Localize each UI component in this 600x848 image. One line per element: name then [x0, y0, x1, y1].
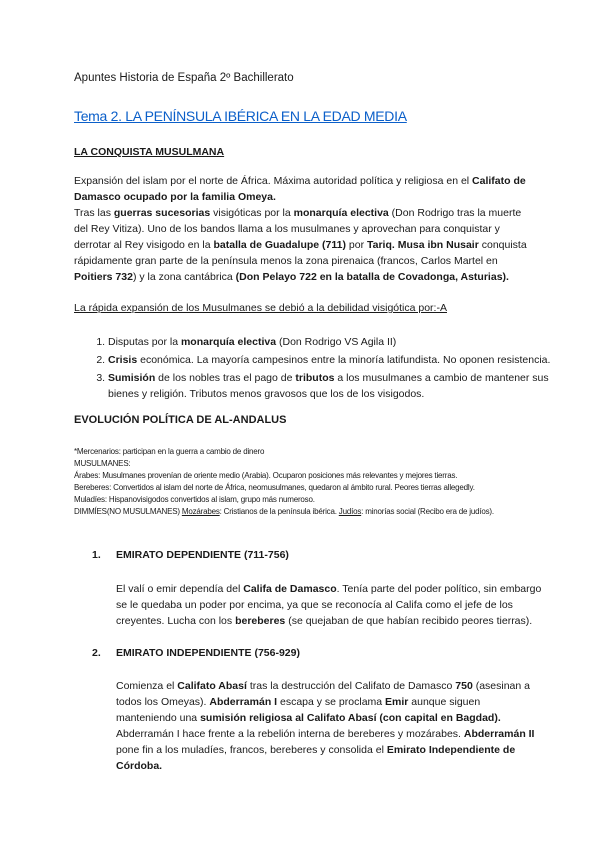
note-dimmies	[74, 506, 534, 518]
underlined-run: Judíos	[338, 507, 362, 516]
text-run: : minorías social (Recibo era de judíos).	[361, 507, 494, 516]
subheading-text: EMIRATO INDEPENDIENTE (756-929)	[116, 647, 300, 659]
bold-run: Abderramán I	[209, 696, 278, 708]
bold-run: tributos	[295, 372, 335, 384]
emirato-independiente-paragraph	[116, 678, 542, 774]
bold-run: guerras sucesorias	[113, 207, 211, 219]
subheading-emirato-independiente	[92, 647, 300, 659]
bold-run: Emirato Independiente de Córdoba.	[116, 744, 516, 772]
bold-run: Poitiers 732	[74, 271, 133, 283]
bold-run: batalla de Guadalupe (711)	[213, 239, 346, 251]
text-run: a los musulmanes a cambio de mantener sus bienes y religión. Tributos menos gravosos que los de los visigodos.	[108, 372, 549, 400]
text-run: DIMMÍES(NO MUSULMANES)	[74, 507, 180, 516]
note-mercenarios: *Mercenarios: participan en la guerra a cambio de dinero	[74, 447, 265, 456]
page-title: Tema 2. LA PENÍNSULA IBÉRICA EN LA EDAD MEDIA	[74, 108, 407, 124]
list-item	[108, 370, 578, 402]
text-run: Disputas por la	[108, 336, 181, 348]
notes-block	[74, 446, 534, 518]
bold-run: Sumisión	[108, 372, 156, 384]
text-run: por	[345, 239, 367, 251]
text-run: ) y la zona cantábrica	[132, 271, 236, 283]
text-run: tras la destrucción del Califato de Damasco	[246, 680, 456, 692]
text-run: Expansión del islam por el norte de África. Máxima autoridad política y religiosa en el	[74, 175, 473, 187]
causes-list	[74, 334, 578, 404]
causes-lead: La rápida expansión de los Musulmanes se debió a la debilidad visigótica por:-A	[74, 302, 447, 314]
text-run: Tras las	[74, 207, 114, 219]
bold-run: monarquía electiva	[293, 207, 389, 219]
list-item	[108, 334, 578, 350]
bold-run: Califato Abasí	[177, 680, 247, 692]
bold-run: 750	[455, 680, 473, 692]
bold-run: Crisis	[108, 354, 138, 366]
text-run: económica. La mayoría campesinos entre la minoría latifundista. No oponen resistencia.	[137, 354, 551, 366]
conquista-paragraph	[74, 173, 534, 285]
bold-run: Tariq. Musa ibn Nusair	[366, 239, 479, 251]
subheading-emirato-dependiente	[92, 549, 289, 561]
text-run: El valí o emir dependía del	[116, 583, 244, 595]
text-run: Comienza el	[116, 680, 178, 692]
bold-run: monarquía electiva	[180, 336, 277, 348]
bold-run: Emir	[385, 696, 409, 708]
section-heading-evolucion: EVOLUCIÓN POLÍTICA DE AL-ANDALUS	[74, 414, 287, 426]
text-run: (Don Rodrigo tras la muerte del Rey Vitiza). Uno de los bandos llama a los musulmanes y aprovechan para conquistar y derrotar al Rey visigodo en la	[74, 207, 522, 251]
bold-run: (Don Pelayo 722 en la batalla de Covadonga, Asturias).	[235, 271, 509, 283]
subheading-text: EMIRATO DEPENDIENTE (711-756)	[116, 549, 289, 561]
text-run: (se quejaban de que habían recibido peores tierras).	[285, 615, 533, 627]
section-heading-conquista: LA CONQUISTA MUSULMANA	[74, 146, 225, 158]
text-run: visigóticas por la	[210, 207, 294, 219]
document-header: Apuntes Historia de España 2º Bachillerato	[74, 72, 294, 84]
underlined-run: Mozárabes	[181, 507, 220, 516]
note-muladies: Muladíes: Hispanovisigodos convertidos al islam, grupo más numeroso.	[74, 495, 315, 504]
text-run: conquista rápidamente gran parte de la península menos la zona pirenaica (francos, Carlos Martel en	[74, 239, 527, 267]
text-run: Abderramán I hace frente a la rebelión interna de bereberes y mozárabes.	[116, 728, 464, 740]
text-run: aunque siguen manteniendo una	[116, 696, 481, 724]
emirato-dependiente-paragraph	[116, 581, 542, 629]
note-musulmanes: MUSULMANES:	[74, 459, 131, 468]
bold-run: bereberes	[235, 615, 286, 627]
note-arabes: Árabes: Musulmanes provenían de oriente medio (Arabia). Ocuparon posiciones más relevantes y mejores tierras.	[74, 471, 458, 480]
list-item	[108, 352, 578, 368]
text-run: pone fin a los muladíes, francos, bereberes y consolida el	[116, 744, 387, 756]
text-run: de los nobles tras el pago de	[155, 372, 296, 384]
bold-run: sumisión religiosa al Califato Abasí (con capital en Bagdad).	[200, 712, 501, 724]
bold-run: Califa de Damasco	[243, 583, 337, 595]
text-run: escapa y se proclama	[277, 696, 386, 708]
bold-run: Abderramán II	[463, 728, 535, 740]
text-run: : Cristianos de la península ibérica.	[219, 507, 339, 516]
list-number: 1.	[92, 549, 101, 561]
note-bereberes: Bereberes: Convertidos al islam del norte de África, neomusulmanes, quedaron al ámbito rural. Peores tierras allegedly.	[74, 483, 475, 492]
bold-run: Califato de Damasco ocupado por la familia Omeya.	[74, 175, 526, 203]
text-run: (asesinan a todos los Omeyas).	[116, 680, 530, 708]
text-run: (Don Rodrigo VS Agila II)	[276, 336, 397, 348]
list-number: 2.	[92, 647, 101, 659]
text-run: . Tenía parte del poder político, sin embargo se le quedaba un poder por encima, ya que se reconocía al Califa como el jefe de los creyentes. Lucha con los	[116, 583, 542, 627]
